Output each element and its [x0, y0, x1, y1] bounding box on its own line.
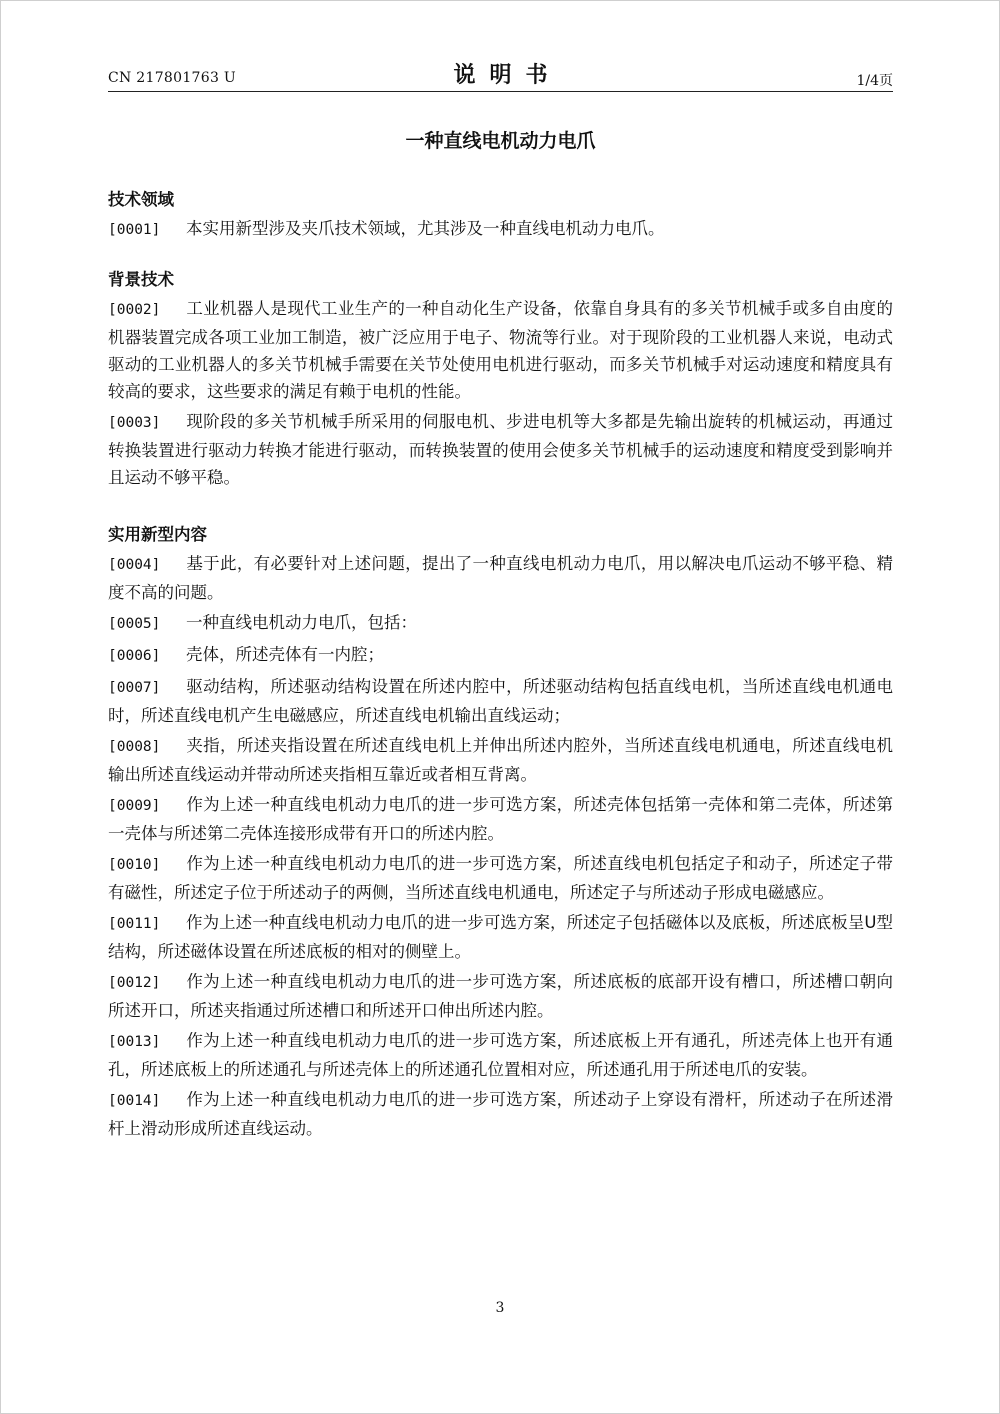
- document-type: 说明书: [453, 63, 562, 88]
- paragraph-text: 作为上述一种直线电机动力电爪的进一步可选方案，所述壳体包括第一壳体和第二壳体，所述第一壳体与所述第二壳体连接形成带有开口的所述内腔。: [108, 795, 893, 843]
- paragraph: [108, 791, 893, 847]
- paragraph-number: [0002]: [108, 302, 161, 318]
- page-count: 1/4页: [856, 73, 893, 89]
- section-background: [108, 266, 893, 491]
- paragraph: [108, 732, 893, 788]
- paragraph-text: 现阶段的多关节机械手所采用的伺服电机、步进电机等大多都是先输出旋转的机械运动，再通过转换装置进行驱动力转换才能进行驱动，而转换装置的使用会使多关节机械手的运动速度和精度受到影响并且运动不够平稳。: [108, 412, 893, 487]
- page-number: 3: [495, 1300, 505, 1316]
- paragraph: [108, 550, 893, 606]
- paragraph: [108, 909, 893, 965]
- paragraph-text: 本实用新型涉及夹爪技术领域，尤其涉及一种直线电机动力电爪。: [186, 219, 665, 238]
- paragraph: [108, 295, 893, 405]
- section-heading: 技术领域: [108, 190, 174, 209]
- section-heading: 实用新型内容: [108, 525, 207, 544]
- paragraph-number: [0009]: [108, 798, 161, 814]
- paragraph-text: 夹指，所述夹指设置在所述直线电机上并伸出所述内腔外，当所述直线电机通电，所述直线电机输出所述直线运动并带动所述夹指相互靠近或者相互背离。: [108, 736, 893, 784]
- paragraph-text: 基于此，有必要针对上述问题，提出了一种直线电机动力电爪，用以解决电爪运动不够平稳、精度不高的问题。: [108, 554, 893, 602]
- paragraph-number: [0010]: [108, 857, 161, 873]
- paragraph: [108, 673, 893, 729]
- paragraph-number: [0004]: [108, 557, 161, 573]
- document-title: 一种直线电机动力电爪: [405, 130, 596, 152]
- paragraph-number: [0007]: [108, 680, 161, 696]
- paragraph-text: 驱动结构，所述驱动结构设置在所述内腔中，所述驱动结构包括直线电机，当所述直线电机通电时，所述直线电机产生电磁感应，所述直线电机输出直线运动；: [108, 677, 893, 725]
- paragraph: [108, 1027, 893, 1083]
- paragraph-text: 一种直线电机动力电爪，包括：: [186, 613, 417, 632]
- section-heading: 背景技术: [108, 270, 174, 289]
- paragraph-number: [0008]: [108, 739, 161, 755]
- paragraph: [108, 1086, 893, 1142]
- paragraph-number: [0001]: [108, 222, 161, 238]
- paragraph-text: 工业机器人是现代工业生产的一种自动化生产设备，依靠自身具有的多关节机械手或多自由度的机器装置完成各项工业加工制造，被广泛应用于电子、物流等行业。对于现阶段的工业机器人来说，电动式驱动的工业机器人的多关节机械手需要在关节处使用电机进行驱动，而多关节机械手对运动速度和精度具有较高的要求，这些要求的满足有赖于电机的性能。: [108, 299, 893, 401]
- paragraph: [108, 968, 893, 1024]
- paragraph-text: 作为上述一种直线电机动力电爪的进一步可选方案，所述底板的底部开设有槽口，所述槽口朝向所述开口，所述夹指通过所述槽口和所述开口伸出所述内腔。: [108, 972, 893, 1020]
- paragraph-number: [0012]: [108, 975, 161, 991]
- paragraph: [108, 641, 893, 670]
- paragraph-text: 作为上述一种直线电机动力电爪的进一步可选方案，所述动子上穿设有滑杆，所述动子在所述滑杆上滑动形成所述直线运动。: [108, 1090, 893, 1138]
- paragraph-number: [0003]: [108, 415, 161, 431]
- document-body: [108, 186, 893, 1145]
- section-utility-model-content: [108, 521, 893, 1142]
- paragraph: [108, 609, 893, 638]
- paragraph-text: 作为上述一种直线电机动力电爪的进一步可选方案，所述定子包括磁体以及底板，所述底板呈U型结构，所述磁体设置在所述底板的相对的侧壁上。: [108, 913, 893, 961]
- paragraph-number: [0014]: [108, 1093, 161, 1109]
- paragraph-text: 作为上述一种直线电机动力电爪的进一步可选方案，所述直线电机包括定子和动子，所述定子带有磁性，所述定子位于所述动子的两侧，当所述直线电机通电，所述定子与所述动子形成电磁感应。: [108, 854, 893, 902]
- paragraph: [108, 215, 893, 244]
- paragraph-number: [0011]: [108, 916, 161, 932]
- paragraph: [108, 850, 893, 906]
- paragraph-text: 作为上述一种直线电机动力电爪的进一步可选方案，所述底板上开有通孔，所述壳体上也开有通孔，所述底板上的所述通孔与所述壳体上的所述通孔位置相对应，所述通孔用于所述电爪的安装。: [108, 1031, 893, 1079]
- paragraph-number: [0006]: [108, 648, 161, 664]
- paragraph-number: [0013]: [108, 1034, 161, 1050]
- page-header: [108, 56, 893, 90]
- paragraph-text: 壳体，所述壳体有一内腔；: [186, 645, 384, 664]
- section-technical-field: [108, 186, 893, 244]
- paragraph-number: [0005]: [108, 616, 161, 632]
- publication-number: CN 217801763 U: [108, 70, 237, 86]
- paragraph: [108, 408, 893, 491]
- header-divider: [108, 91, 893, 92]
